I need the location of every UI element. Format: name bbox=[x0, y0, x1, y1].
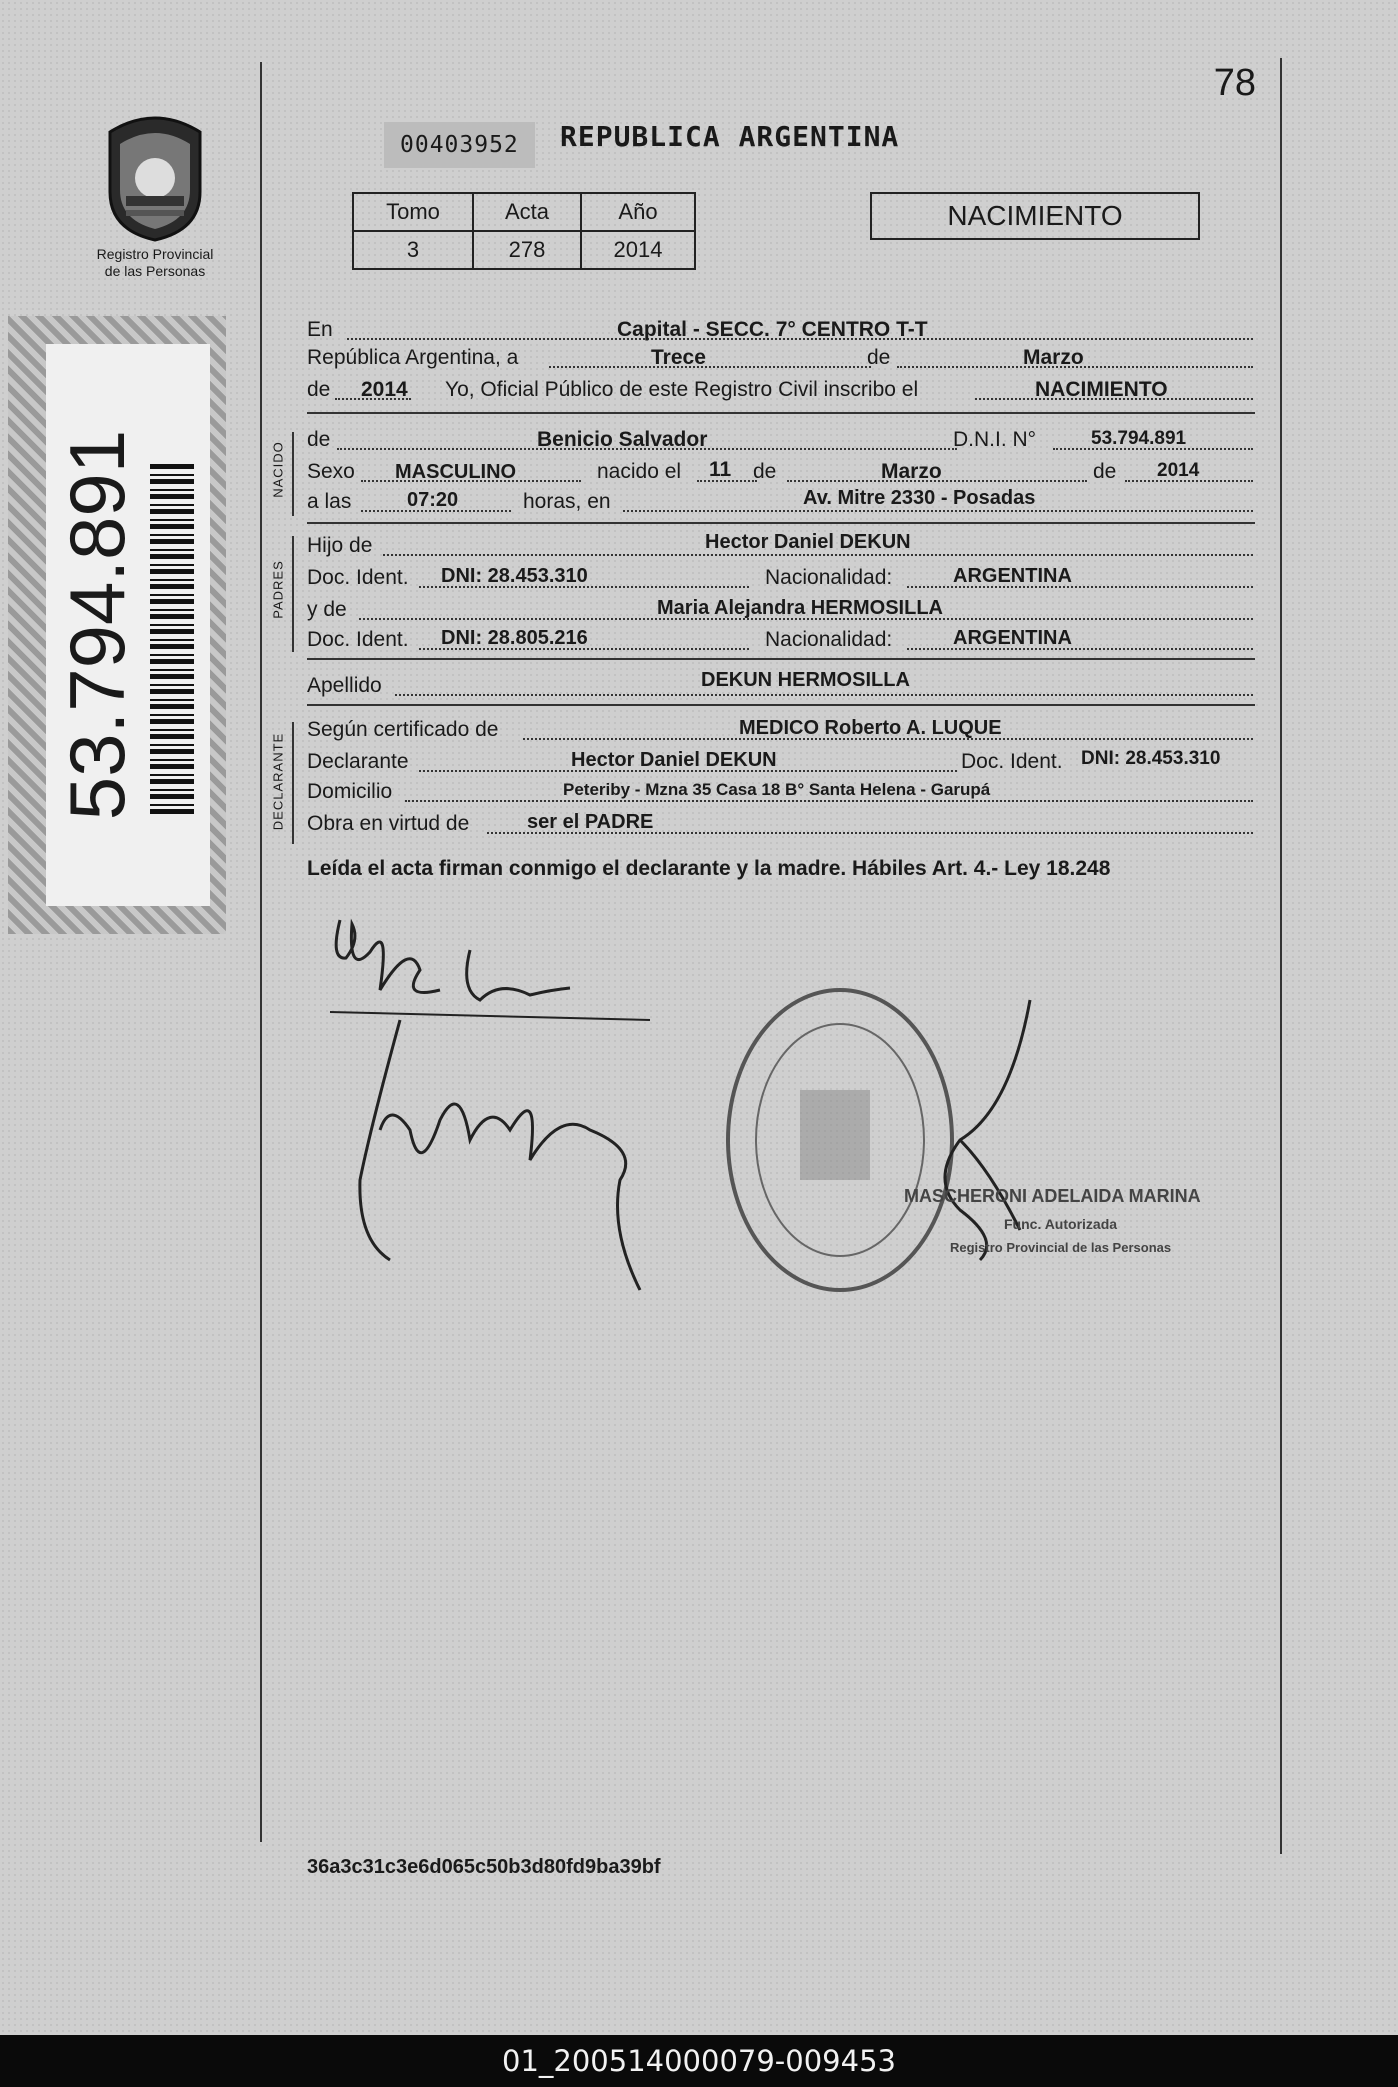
declarante-doc: DNI: 28.453.310 bbox=[1081, 748, 1221, 769]
row-year bbox=[307, 378, 1253, 406]
section-divider bbox=[307, 658, 1255, 660]
row-father-doc bbox=[307, 566, 1253, 594]
logo-caption bbox=[70, 246, 240, 280]
signatures-left-icon bbox=[300, 880, 680, 1320]
section-divider bbox=[307, 704, 1255, 706]
nacido-de3-label: de bbox=[1093, 460, 1117, 483]
nacido-el-label: nacido el bbox=[597, 460, 682, 483]
inscribo-label: Yo, Oficial Público de este Registro Civil inscribo el bbox=[445, 378, 919, 401]
dotted-line bbox=[395, 694, 1253, 696]
document-type-box: NACIMIENTO bbox=[870, 192, 1200, 240]
row-name bbox=[307, 428, 1253, 456]
date-year: 2014 bbox=[361, 378, 408, 401]
serial-number: 00403952 bbox=[384, 122, 535, 168]
stamp-officer-role: Func. Autorizada bbox=[1004, 1216, 1118, 1232]
section-divider bbox=[307, 522, 1255, 524]
file-id-footer: 01_200514000079-009453 bbox=[0, 2035, 1398, 2087]
declarante-side-label: DECLARANTE bbox=[270, 732, 286, 831]
father-name: Hector Daniel DEKUN bbox=[705, 531, 911, 553]
declarante-value: Hector Daniel DEKUN bbox=[571, 749, 777, 771]
dni-label: D.N.I. N° bbox=[953, 428, 1037, 451]
logo-caption-line1: Registro Provincial bbox=[96, 246, 214, 262]
dotted-line bbox=[623, 510, 1253, 512]
child-name: Benicio Salvador bbox=[537, 428, 708, 451]
father-doc: DNI: 28.453.310 bbox=[441, 565, 588, 587]
row-en bbox=[307, 318, 1253, 346]
dni-sticker bbox=[8, 316, 226, 934]
dni-sticker-number: 53.794.891 bbox=[53, 429, 141, 821]
date-day: Trece bbox=[651, 346, 706, 369]
en-label: En bbox=[307, 318, 333, 341]
dni-sticker-inner bbox=[46, 344, 210, 906]
mother-nat-label: Nacionalidad: bbox=[765, 628, 893, 651]
mother-doc-label: Doc. Ident. bbox=[307, 628, 409, 651]
register-acta: 278 bbox=[473, 231, 581, 269]
birth-day: 11 bbox=[709, 458, 732, 481]
logo-caption-line2: de las Personas bbox=[104, 263, 206, 279]
child-dni: 53.794.891 bbox=[1091, 428, 1187, 449]
dotted-line bbox=[383, 554, 1253, 556]
de2-label: de bbox=[307, 378, 331, 401]
right-margin-line bbox=[1280, 58, 1282, 1854]
birth-hour: 07:20 bbox=[407, 489, 459, 511]
declarante-side-bar bbox=[292, 722, 294, 844]
inscribo-value: NACIMIENTO bbox=[1035, 378, 1168, 401]
place-value: Capital - SECC. 7° CENTRO T-T bbox=[617, 318, 928, 341]
row-declarante bbox=[307, 750, 1253, 778]
row-mother bbox=[307, 598, 1253, 626]
father-nationality: ARGENTINA bbox=[953, 565, 1072, 587]
left-margin-line bbox=[260, 62, 262, 1842]
dotted-line bbox=[549, 366, 871, 368]
province-seal-icon bbox=[96, 112, 214, 242]
row-obra bbox=[307, 812, 1253, 840]
alas-label: a las bbox=[307, 490, 352, 513]
register-header-row bbox=[353, 193, 695, 231]
declarante-label: Declarante bbox=[307, 750, 409, 773]
register-header-acta: Acta bbox=[473, 193, 581, 231]
domicilio-label: Domicilio bbox=[307, 780, 393, 803]
domicilio-value: Peteriby - Mzna 35 Casa 18 B° Santa Helena - Garupá bbox=[563, 780, 991, 799]
register-anio: 2014 bbox=[581, 231, 695, 269]
nacido-de-label: de bbox=[307, 428, 331, 451]
row-date bbox=[307, 346, 1253, 374]
mother-name: Maria Alejandra HERMOSILLA bbox=[657, 597, 943, 619]
de-label: de bbox=[867, 346, 891, 369]
padres-side-label: PADRES bbox=[270, 560, 286, 619]
obra-value: ser el PADRE bbox=[527, 811, 654, 833]
birth-address: Av. Mitre 2330 - Posadas bbox=[803, 487, 1036, 509]
yde-label: y de bbox=[307, 598, 347, 621]
register-table bbox=[352, 192, 696, 270]
declarante-doc-label: Doc. Ident. bbox=[961, 750, 1063, 773]
horas-label: horas, en bbox=[523, 490, 611, 513]
birth-year: 2014 bbox=[1157, 460, 1200, 481]
register-tomo: 3 bbox=[353, 231, 473, 269]
row-sexo bbox=[307, 460, 1253, 488]
obra-label: Obra en virtud de bbox=[307, 812, 470, 835]
republica-label: República Argentina, a bbox=[307, 346, 519, 369]
document-hash: 36a3c31c3e6d065c50b3d80fd9ba39bf bbox=[307, 1856, 661, 1878]
register-value-row bbox=[353, 231, 695, 269]
sexo-value: MASCULINO bbox=[395, 461, 517, 483]
sexo-label: Sexo bbox=[307, 460, 355, 483]
row-domicilio bbox=[307, 780, 1253, 808]
stamp-officer-name: MASCHERONI ADELAIDA MARINA bbox=[904, 1186, 1201, 1206]
closing-statement: Leída el acta firman conmigo el declarante y la madre. Hábiles Art. 4.- Ley 18.248 bbox=[307, 857, 1111, 880]
date-month: Marzo bbox=[1023, 346, 1084, 369]
apellido-value: DEKUN HERMOSILLA bbox=[701, 669, 910, 691]
cert-label: Según certificado de bbox=[307, 718, 499, 741]
nacido-side-label: NACIDO bbox=[270, 441, 286, 498]
nacido-de2-label: de bbox=[753, 460, 777, 483]
row-apellido bbox=[307, 669, 1253, 702]
row-mother-doc bbox=[307, 628, 1253, 656]
apellido-label: Apellido bbox=[307, 674, 382, 697]
padres-side-bar bbox=[292, 536, 294, 652]
stamp-office: Registro Provincial de las Personas bbox=[950, 1240, 1172, 1255]
hijo-label: Hijo de bbox=[307, 534, 373, 557]
birth-month: Marzo bbox=[881, 460, 942, 483]
section-divider bbox=[307, 412, 1255, 414]
mother-doc: DNI: 28.805.216 bbox=[441, 627, 588, 649]
dotted-line bbox=[405, 800, 1253, 802]
mother-nationality: ARGENTINA bbox=[953, 627, 1072, 649]
register-header-anio: Año bbox=[581, 193, 695, 231]
father-doc-label: Doc. Ident. bbox=[307, 566, 409, 589]
row-father bbox=[307, 531, 1253, 562]
row-cert bbox=[307, 718, 1253, 746]
cert-value: MEDICO Roberto A. LUQUE bbox=[739, 717, 1002, 739]
row-hora bbox=[307, 487, 1253, 518]
father-nat-label: Nacionalidad: bbox=[765, 566, 893, 589]
page-number: 78 bbox=[1213, 62, 1256, 104]
register-header-tomo: Tomo bbox=[353, 193, 473, 231]
barcode-icon bbox=[150, 464, 194, 814]
page-title: REPUBLICA ARGENTINA bbox=[560, 120, 900, 153]
nacido-side-bar bbox=[292, 432, 294, 516]
